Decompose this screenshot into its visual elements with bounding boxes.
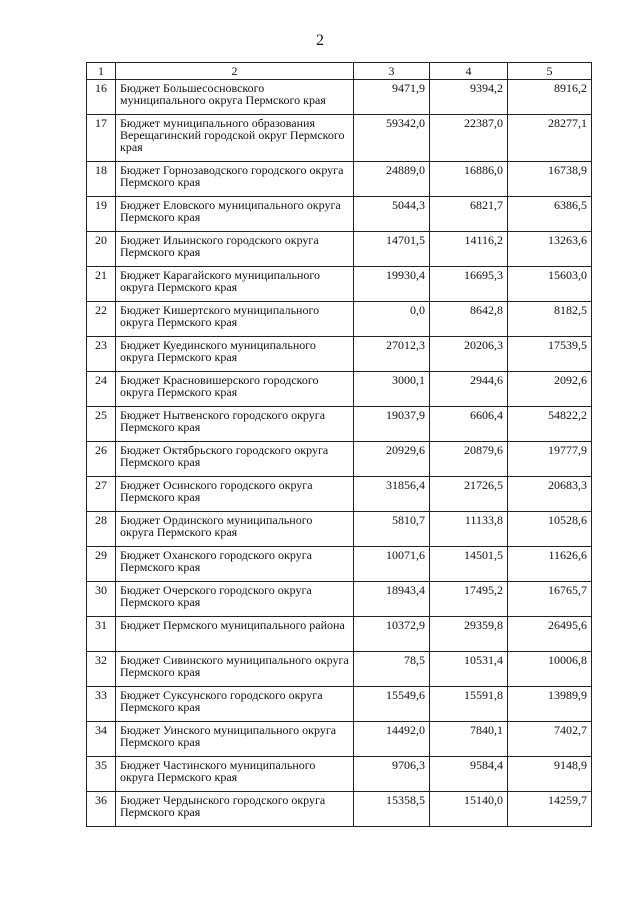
- table-row: [87, 547, 592, 582]
- column-5-value-cell: 9148,9: [508, 757, 592, 792]
- column-4-value-cell: 29359,8: [430, 617, 508, 652]
- column-4-value-cell: 11133,8: [430, 512, 508, 547]
- column-5-value-cell: 13263,6: [508, 232, 592, 267]
- column-3-value-cell: 15358,5: [354, 792, 430, 827]
- column-3-value-cell: 9706,3: [354, 757, 430, 792]
- column-5-value-cell: 8916,2: [508, 80, 592, 115]
- budget-name-cell: Бюджет Горнозаводского городского округа Пермского края: [116, 162, 354, 197]
- table-row: [87, 337, 592, 372]
- budget-name-cell: Бюджет Карагайского муниципального округа Пермского края: [116, 267, 354, 302]
- column-4-value-cell: 20879,6: [430, 442, 508, 477]
- column-3-value-cell: 10071,6: [354, 547, 430, 582]
- row-number-cell: 30: [87, 582, 116, 617]
- row-number-cell: 33: [87, 687, 116, 722]
- column-5-value-cell: 16765,7: [508, 582, 592, 617]
- column-5-value-cell: 10528,6: [508, 512, 592, 547]
- budget-name-cell: Бюджет Сивинского муниципального округа Пермского края: [116, 652, 354, 687]
- header-row: [87, 63, 592, 80]
- table-row: [87, 162, 592, 197]
- column-5-value-cell: 28277,1: [508, 115, 592, 162]
- table-row: [87, 232, 592, 267]
- column-4-value-cell: 10531,4: [430, 652, 508, 687]
- column-3-value-cell: 14701,5: [354, 232, 430, 267]
- table-row: [87, 617, 592, 652]
- row-number-cell: 36: [87, 792, 116, 827]
- header-cell: 4: [430, 63, 508, 80]
- column-5-value-cell: 11626,6: [508, 547, 592, 582]
- table-row: [87, 267, 592, 302]
- table-row: [87, 722, 592, 757]
- row-number-cell: 32: [87, 652, 116, 687]
- row-number-cell: 16: [87, 80, 116, 115]
- row-number-cell: 25: [87, 407, 116, 442]
- row-number-cell: 31: [87, 617, 116, 652]
- row-number-cell: 29: [87, 547, 116, 582]
- table-row: [87, 687, 592, 722]
- budget-name-cell: Бюджет Уинского муниципального округа Пермского края: [116, 722, 354, 757]
- table-row: [87, 407, 592, 442]
- row-number-cell: 17: [87, 115, 116, 162]
- column-5-value-cell: 2092,6: [508, 372, 592, 407]
- column-5-value-cell: 13989,9: [508, 687, 592, 722]
- column-3-value-cell: 10372,9: [354, 617, 430, 652]
- column-5-value-cell: 8182,5: [508, 302, 592, 337]
- column-4-value-cell: 20206,3: [430, 337, 508, 372]
- table-row: [87, 372, 592, 407]
- header-cell: 1: [87, 63, 116, 80]
- table-row: [87, 512, 592, 547]
- column-5-value-cell: 17539,5: [508, 337, 592, 372]
- column-3-value-cell: 3000,1: [354, 372, 430, 407]
- budget-name-cell: Бюджет муниципального образования Верещагинский городской округ Пермского края: [116, 115, 354, 162]
- budget-name-cell: Бюджет Пермского муниципального района: [116, 617, 354, 652]
- column-3-value-cell: 78,5: [354, 652, 430, 687]
- table-row: [87, 80, 592, 115]
- budget-name-cell: Бюджет Октябрьского городского округа Пермского края: [116, 442, 354, 477]
- header-cell: 3: [354, 63, 430, 80]
- column-5-value-cell: 16738,9: [508, 162, 592, 197]
- column-3-value-cell: 19037,9: [354, 407, 430, 442]
- budget-name-cell: Бюджет Осинского городского округа Пермского края: [116, 477, 354, 512]
- column-3-value-cell: 0,0: [354, 302, 430, 337]
- column-4-value-cell: 2944,6: [430, 372, 508, 407]
- column-4-value-cell: 9394,2: [430, 80, 508, 115]
- column-5-value-cell: 54822,2: [508, 407, 592, 442]
- column-5-value-cell: 15603,0: [508, 267, 592, 302]
- row-number-cell: 35: [87, 757, 116, 792]
- row-number-cell: 28: [87, 512, 116, 547]
- budget-name-cell: Бюджет Очерского городского округа Пермского края: [116, 582, 354, 617]
- table-row: [87, 582, 592, 617]
- column-5-value-cell: 20683,3: [508, 477, 592, 512]
- column-5-value-cell: 19777,9: [508, 442, 592, 477]
- column-3-value-cell: 5810,7: [354, 512, 430, 547]
- column-4-value-cell: 21726,5: [430, 477, 508, 512]
- column-4-value-cell: 15140,0: [430, 792, 508, 827]
- column-4-value-cell: 16695,3: [430, 267, 508, 302]
- column-4-value-cell: 16886,0: [430, 162, 508, 197]
- budget-table: [86, 62, 592, 827]
- budget-name-cell: Бюджет Суксунского городского округа Пермского края: [116, 687, 354, 722]
- budget-name-cell: Бюджет Еловского муниципального округа Пермского края: [116, 197, 354, 232]
- column-3-value-cell: 15549,6: [354, 687, 430, 722]
- column-5-value-cell: 10006,8: [508, 652, 592, 687]
- column-3-value-cell: 5044,3: [354, 197, 430, 232]
- table-row: [87, 652, 592, 687]
- budget-name-cell: Бюджет Куединского муниципального округа Пермского края: [116, 337, 354, 372]
- row-number-cell: 23: [87, 337, 116, 372]
- budget-name-cell: Бюджет Нытвенского городского округа Пермского края: [116, 407, 354, 442]
- header-cell: 2: [116, 63, 354, 80]
- column-3-value-cell: 27012,3: [354, 337, 430, 372]
- column-5-value-cell: 26495,6: [508, 617, 592, 652]
- table-row: [87, 115, 592, 162]
- column-4-value-cell: 14116,2: [430, 232, 508, 267]
- row-number-cell: 27: [87, 477, 116, 512]
- row-number-cell: 21: [87, 267, 116, 302]
- column-3-value-cell: 20929,6: [354, 442, 430, 477]
- table-row: [87, 477, 592, 512]
- budget-name-cell: Бюджет Ильинского городского округа Пермского края: [116, 232, 354, 267]
- column-5-value-cell: 14259,7: [508, 792, 592, 827]
- column-4-value-cell: 9584,4: [430, 757, 508, 792]
- budget-name-cell: Бюджет Кишертского муниципального округа Пермского края: [116, 302, 354, 337]
- column-4-value-cell: 7840,1: [430, 722, 508, 757]
- table-row: [87, 302, 592, 337]
- column-4-value-cell: 17495,2: [430, 582, 508, 617]
- budget-name-cell: Бюджет Частинского муниципального округа Пермского края: [116, 757, 354, 792]
- column-4-value-cell: 6821,7: [430, 197, 508, 232]
- column-4-value-cell: 14501,5: [430, 547, 508, 582]
- column-4-value-cell: 22387,0: [430, 115, 508, 162]
- table-body: [87, 80, 592, 827]
- budget-name-cell: Бюджет Чердынского городского округа Пермского края: [116, 792, 354, 827]
- column-4-value-cell: 8642,8: [430, 302, 508, 337]
- row-number-cell: 26: [87, 442, 116, 477]
- budget-name-cell: Бюджет Оханского городского округа Пермского края: [116, 547, 354, 582]
- column-3-value-cell: 9471,9: [354, 80, 430, 115]
- column-3-value-cell: 31856,4: [354, 477, 430, 512]
- column-3-value-cell: 19930,4: [354, 267, 430, 302]
- table-row: [87, 792, 592, 827]
- row-number-cell: 18: [87, 162, 116, 197]
- column-5-value-cell: 7402,7: [508, 722, 592, 757]
- column-3-value-cell: 24889,0: [354, 162, 430, 197]
- header-cell: 5: [508, 63, 592, 80]
- column-4-value-cell: 15591,8: [430, 687, 508, 722]
- table-row: [87, 757, 592, 792]
- column-3-value-cell: 18943,4: [354, 582, 430, 617]
- row-number-cell: 22: [87, 302, 116, 337]
- column-3-value-cell: 59342,0: [354, 115, 430, 162]
- row-number-cell: 34: [87, 722, 116, 757]
- budget-name-cell: Бюджет Ординского муниципального округа Пермского края: [116, 512, 354, 547]
- column-3-value-cell: 14492,0: [354, 722, 430, 757]
- budget-name-cell: Бюджет Большесосновского муниципального округа Пермского края: [116, 80, 354, 115]
- table-row: [87, 442, 592, 477]
- column-5-value-cell: 6386,5: [508, 197, 592, 232]
- column-4-value-cell: 6606,4: [430, 407, 508, 442]
- row-number-cell: 24: [87, 372, 116, 407]
- table-row: [87, 197, 592, 232]
- page-number: 2: [316, 32, 324, 49]
- row-number-cell: 20: [87, 232, 116, 267]
- budget-name-cell: Бюджет Красновишерского городского округа Пермского края: [116, 372, 354, 407]
- row-number-cell: 19: [87, 197, 116, 232]
